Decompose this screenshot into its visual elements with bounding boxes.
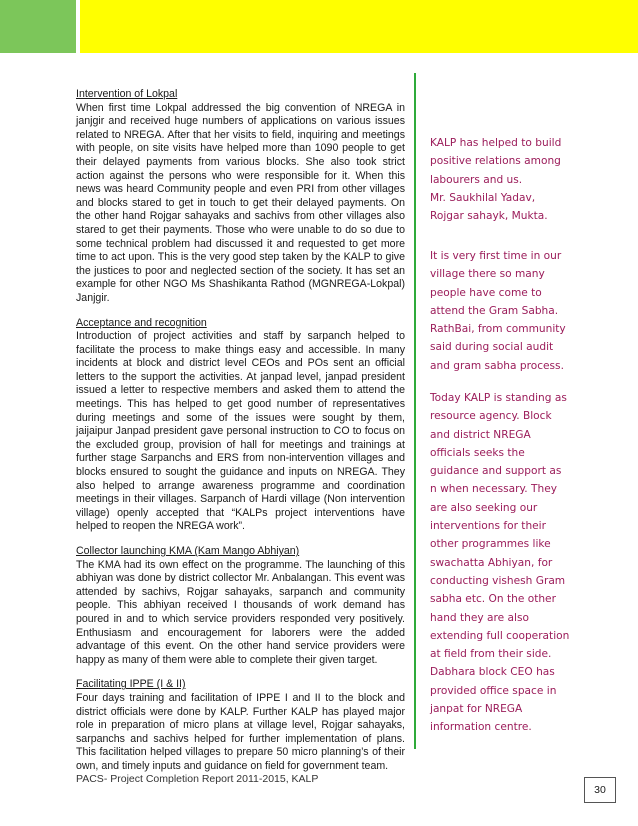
- quote-line: hand they are also: [430, 611, 529, 624]
- section-heading: Facilitating IPPE (I & II): [76, 678, 186, 691]
- quote-line: Dabhara block CEO has: [430, 666, 555, 679]
- section-acceptance: [76, 317, 405, 535]
- header-band-yellow: [80, 0, 638, 53]
- quote-line: and district NREGA: [430, 428, 531, 441]
- quote-line: Mr. Saukhilal Yadav,: [430, 191, 536, 204]
- footer-report-title: PACS- Project Completion Report 2011-2015, KALP: [76, 773, 319, 785]
- quote-line: village there so many: [430, 268, 545, 281]
- quote-line: and gram sabha process.: [430, 359, 564, 372]
- quote-line: resource agency. Block: [430, 410, 552, 423]
- quote-line: RathBai, from community: [430, 323, 566, 336]
- quote-line: Rojgar sahayk, Mukta.: [430, 210, 548, 223]
- quote-line: officials seeks the: [430, 446, 525, 459]
- quote-line: information centre.: [430, 721, 532, 734]
- quote-line: extending full cooperation: [430, 629, 570, 642]
- quote-line: guidance and support as: [430, 465, 562, 478]
- header-band-green: [0, 0, 80, 53]
- section-lokpal: [76, 88, 405, 306]
- quote-line: swachatta Abhiyan, for: [430, 556, 553, 569]
- main-text-column: [76, 88, 405, 785]
- quote-line: other programmes like: [430, 538, 551, 551]
- quote-line: conducting vishesh Gram: [430, 574, 566, 587]
- section-heading: Collector launching KMA (Kam Mango Abhiyan): [76, 545, 300, 557]
- quote-line: attend the Gram Sabha.: [430, 304, 559, 317]
- section-heading: Acceptance and recognition: [76, 316, 207, 329]
- side-quote: [430, 389, 570, 737]
- quote-line: are also seeking our: [430, 501, 538, 514]
- quote-line: KALP has helped to build: [430, 137, 562, 149]
- page-number: 30: [584, 777, 616, 803]
- quote-line: provided office space in: [430, 684, 557, 697]
- section-body: Introduction of project activities and staff by sarpanch helped to facilitate the process to make things easy and accessible. In many incidents at block and district level CEOs and POs sent an official letters to the support the activities. At janpad level, janpad president issued a letter to respective members and asked them to attend the meetings. This has helped to get good number of representatives during meetings and some of the issues were sought by them, jaijaipur Janpad president gave personal instruction to CO to focus on the excluded group, provision of hall for meetings and trainings at further stage Sarpanchs and ERS from non-intervention villages and blocks ensured to sought the guidance and inputs on NREGA. They also helped to arrange awareness programme and coordination meetings in their villages. Sarpanch of Hardi village (Non intervention village) openly accepted that “KALPs project interventions have helped to reopen the NREGA work”.: [76, 330, 405, 533]
- quote-line: interventions for their: [430, 520, 546, 533]
- quote-line: sabha etc. On the other: [430, 593, 556, 606]
- section-kma: [76, 545, 405, 667]
- quote-line: Today KALP is standing as: [430, 392, 567, 404]
- quote-line: said during social audit: [430, 341, 554, 354]
- quote-line: at field from their side.: [430, 648, 552, 661]
- quote-line: n when necessary. They: [430, 483, 557, 496]
- quote-line: positive relations among: [430, 155, 561, 168]
- column-divider: [414, 73, 416, 749]
- quote-line: people have come to: [430, 286, 542, 299]
- side-quote: [430, 247, 570, 375]
- quote-line: janpat for NREGA: [430, 703, 523, 716]
- section-body: The KMA had its own effect on the programme. The launching of this abhiyan was done by district collector Mr. Anbalangan. This event was attended by sachivs, Rojgar sahayaks, sarpanch and community people. This abhiyan received I thousands of work demand has poured in and to which service providers responded very positively. Enthusiasm and encouragement for laborers were the added advantage of this event. On the other hand service providers were happy as many of them were able to complete their given target.: [76, 558, 405, 666]
- section-heading: Intervention of Lokpal: [76, 88, 178, 100]
- quote-line: labourers and us.: [430, 173, 523, 186]
- quote-line: It is very first time in our: [430, 250, 562, 262]
- section-body: Four days training and facilitation of IPPE I and II to the block and district officials were done by KALP. Further KALP has played major role in preparation of micro plans at village level, Rojgar sahayaks, sarpanchs and sachivs helped for further implementation of plans. This facilitation helped villages to prepare 50 micro planning’s of their own, and timely inputs and guidance on field for government team.: [76, 691, 405, 772]
- section-body: When first time Lokpal addressed the big convention of NREGA in janjgir and received huge numbers of applications on various issues related to NREGA. After that her visits to field, inquiring and meetings with people, on site visits have helped more than 1090 people to get their delayed payments from various blocks. She also took strict action against the persons who were responsible for it. When this news was heard Community people and even PRI from other villages and blocks stared to get in touch to get their delayed payments. On the other hand Rojgar sahayaks and sachivs from other villages also stared to get their payments. Those who were unable to do so due to some technical problem had discussed it and requested to get more time to act upon. This is the very good step taken by the KALP to give the justices to poor and neglected section of the society. It has set an example for other NGO Ms Shashikanta Rathod (MGNREGA-Lokpal) Janjgir.: [76, 101, 405, 304]
- side-quote: [430, 134, 570, 225]
- section-ippe: [76, 678, 405, 773]
